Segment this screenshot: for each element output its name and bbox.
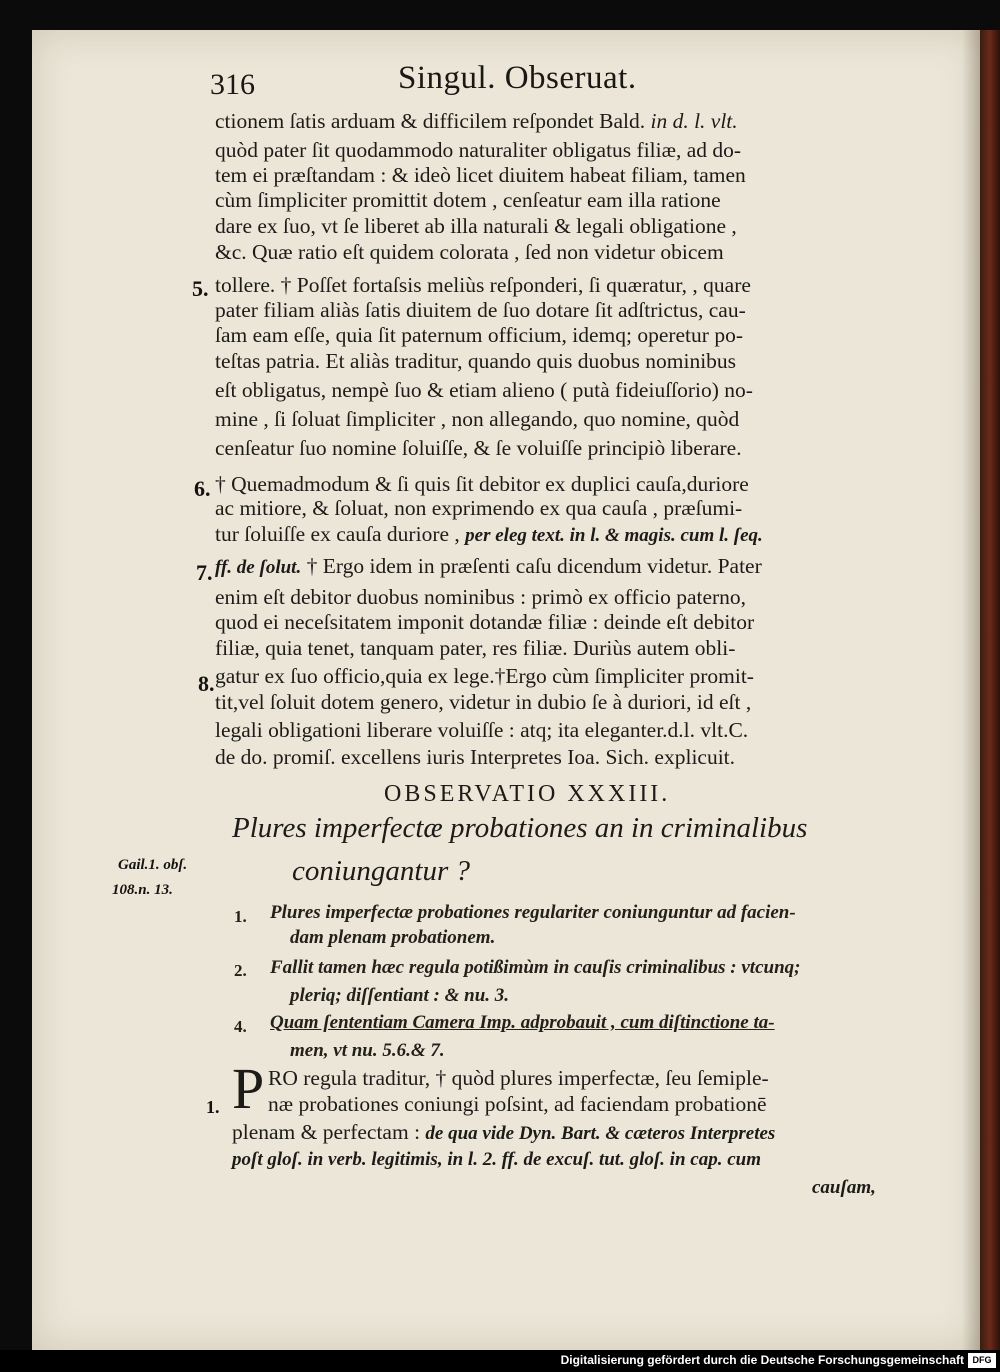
summary-line: men, vt nu. 5.6.& 7. bbox=[290, 1040, 445, 1061]
citation: in d. l. vlt. bbox=[650, 109, 738, 133]
summary-number: 2. bbox=[234, 961, 247, 980]
margin-number: 7. bbox=[196, 560, 213, 585]
body-line: ctionem ſatis arduam & difficilem reſpondet Bald. in d. l. vlt. bbox=[215, 109, 738, 133]
body-line: tur ſoluiſſe ex cauſa duriore , per eleg text. in l. & magis. cum l. ſeq. bbox=[215, 522, 763, 546]
body-line: cùm ſimpliciter promittit dotem , cenſeatur eam illa ratione bbox=[215, 188, 721, 212]
running-head: Singul. Obseruat. bbox=[398, 60, 637, 96]
citation: de qua vide Dyn. Bart. & cæteros Interpretes bbox=[425, 1123, 776, 1144]
summary-line: Fallit tamen hæc regula potißimùm in cauſis criminalibus : vtcunq; bbox=[270, 957, 801, 978]
dfg-logo: DFG bbox=[968, 1353, 996, 1368]
body-line: dare ex ſuo, vt ſe liberet ab illa naturali & legali obligatione , bbox=[215, 214, 737, 238]
body-line: tollere. † Poſſet fortaſsis meliùs reſponderi, ſi quæratur, , quare bbox=[215, 273, 751, 297]
body-line: ac mitiore, & ſoluat, non exprimendo ex qua cauſa , præſumi- bbox=[215, 496, 743, 520]
body-line: † Quemadmodum & ſi quis ſit debitor ex duplici cauſa,duriore bbox=[215, 472, 749, 496]
question-line: Plures imperfectæ probationes an in criminalibus bbox=[232, 812, 808, 844]
body-line: tit,vel ſoluit dotem genero, videtur in dubio ſe à duriori, id eſt , bbox=[215, 690, 752, 714]
body-line: cenſeatur ſuo nomine ſoluiſſe, & ſe voluiſſe principiò liberare. bbox=[215, 436, 742, 460]
body-line: plenam & perfectam : de qua vide Dyn. Bart. & cæteros Interpretes bbox=[232, 1120, 776, 1144]
body-line: næ probationes coniungi poſsint, ad faciendam probationē bbox=[268, 1092, 767, 1116]
body-line: de do. promiſ. excellens iuris Interpretes Ioa. Sich. explicuit. bbox=[215, 745, 736, 769]
page-number: 316 bbox=[210, 68, 255, 101]
citation: per eleg text. in l. & magis. cum l. ſeq. bbox=[465, 525, 763, 546]
body-line: pater filiam aliàs ſatis diuitem de ſuo dotare ſit adſtrictus, cau- bbox=[215, 298, 746, 322]
question-line: coniungantur ? bbox=[292, 855, 471, 887]
body-line: ſam eam eſſe, quia ſit paternum officium, idemq; operetur po- bbox=[215, 323, 743, 347]
body-line: enim eſt debitor duobus nominibus : primò ex officio paterno, bbox=[215, 585, 747, 609]
summary-line: Plures imperfectæ probationes regulariter coniunguntur ad facien- bbox=[270, 902, 796, 923]
margin-reference: 108.n. 13. bbox=[112, 882, 173, 898]
body-line: ff. de ſolut. † Ergo idem in præſenti caſu dicendum videtur. Pater bbox=[215, 554, 762, 578]
margin-number: 5. bbox=[192, 276, 209, 301]
body-line: mine , ſi ſoluat ſimpliciter , non allegando, quo nomine, quòd bbox=[215, 407, 740, 431]
body-line: tem ei præſtandam : & ideò licet diuitem habeat filiam, tamen bbox=[215, 163, 746, 187]
citation: ff. de ſolut. bbox=[215, 557, 302, 578]
body-line: quod ei neceſsitatem imponit dotandæ filiæ : deinde eſt debitor bbox=[215, 610, 755, 634]
body-line: quòd pater ſit quodammodo naturaliter obligatus filiæ, ad do- bbox=[215, 138, 742, 162]
body-line: eſt obligatus, nempè ſuo & etiam alieno ( putà fideiuſſorio) no- bbox=[215, 378, 753, 402]
book-spine-edge bbox=[980, 30, 1000, 1350]
body-line: &c. Quæ ratio eſt quidem colorata , ſed non videtur obicem bbox=[215, 240, 724, 264]
footer-bar bbox=[0, 1350, 1000, 1372]
summary-line: dam plenam probationem. bbox=[290, 927, 496, 948]
body-line: RO regula traditur, † quòd plures imperfectæ, ſeu ſemiple- bbox=[268, 1066, 769, 1090]
body-line: filiæ, quia tenet, tanquam pater, res filiæ. Duriùs autem obli- bbox=[215, 636, 736, 660]
summary-line: Quam ſententiam Camera Imp. adprobauit , cum diſtinctione ta- bbox=[270, 1012, 775, 1033]
summary-number: 4. bbox=[234, 1017, 247, 1036]
body-line: teſtas patria. Et aliàs traditur, quando quis duobus nominibus bbox=[215, 349, 737, 373]
margin-number: 1. bbox=[206, 1097, 220, 1117]
summary-line: pleriq; diſſentiant : & nu. 3. bbox=[290, 985, 510, 1006]
body-line: gatur ex ſuo officio,quia ex lege.†Ergo cùm ſimpliciter promit- bbox=[215, 664, 754, 688]
margin-number: 8. bbox=[198, 671, 215, 696]
drop-cap: P bbox=[232, 1056, 265, 1121]
footer-credit: Digitalisierung gefördert durch die Deutsche Forschungsgemeinschaft bbox=[560, 1353, 964, 1367]
observation-title: OBSERVATIO XXXIII. bbox=[384, 781, 671, 807]
body-line: legali obligationi liberare voluiſſe : atq; ita eleganter.d.l. vlt.C. bbox=[215, 718, 749, 742]
citation-line: poſt gloſ. in verb. legitimis, in l. 2. ff. de excuſ. tut. gloſ. in cap. cum bbox=[232, 1149, 761, 1170]
margin-reference: Gail.1. obſ. bbox=[118, 857, 188, 873]
catchword: cauſam, bbox=[812, 1177, 876, 1198]
margin-number: 6. bbox=[194, 476, 211, 501]
summary-number: 1. bbox=[234, 907, 247, 926]
